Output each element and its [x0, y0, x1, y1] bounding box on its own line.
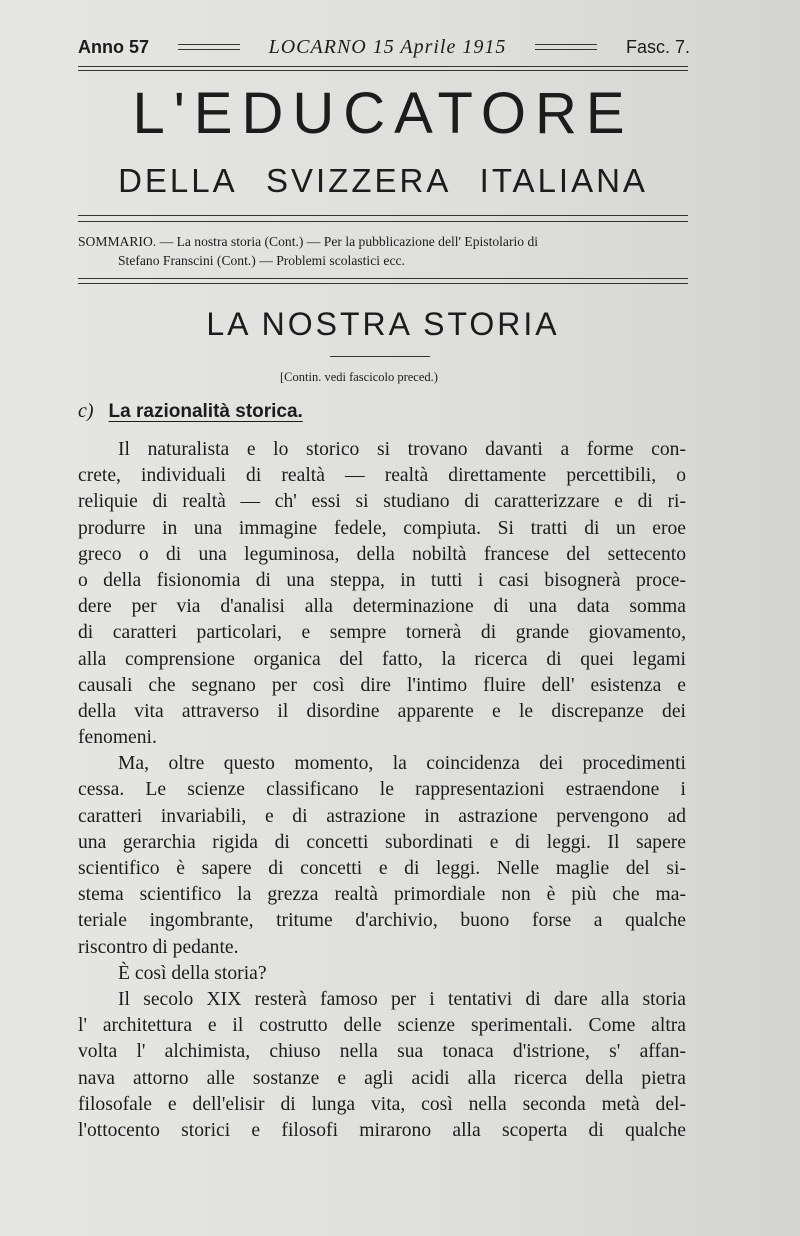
article-title: LA NOSTRA STORIA [206, 306, 560, 342]
body-line: causali che segnano per così dire l'intimo fluire dell' esistenza e [78, 674, 686, 696]
rule-top-2 [78, 70, 688, 71]
body-line: o della fisionomia di una steppa, in tutti i casi bisognerà proce- [78, 569, 686, 591]
body-line: crete, individuali di realtà — realtà direttamente percettibili, o [78, 465, 686, 487]
summary-line-1: SOMMARIO. — La nostra storia (Cont.) — Per la pubblicazione dell' Epistolario di [78, 234, 539, 249]
body-line: nava attorno alle sostanze e agli acidi alla ricerca della pietra [78, 1067, 686, 1089]
body-line: cessa. Le scienze classificano le rappresentazioni estraendone i [78, 779, 686, 801]
body-line: l'ottocento storici e filosofi mirarono alla scoperta di qualche [78, 1119, 686, 1141]
rule-top-1 [78, 66, 688, 67]
body-line: Ma, oltre questo momento, la coincidenza dei procedimenti [118, 753, 686, 775]
body-line: Il secolo XIX resterà famoso per i tentativi di dare alla storia [118, 988, 686, 1010]
title-underline [330, 356, 430, 357]
body-line: filosofale e dell'elisir di lunga vita, così nella seconda metà del- [78, 1093, 686, 1115]
body-line: riscontro di pedante. [78, 936, 239, 958]
body-line: reliquie di realtà — ch' essi si studiano di caratterizzare e di ri- [78, 491, 686, 513]
rule-mid-1 [78, 215, 688, 216]
body-line: stema scientifico la grezza realtà primordiale non è più che ma- [78, 884, 686, 906]
rule-below-summary-2 [78, 283, 688, 284]
body-line: alla comprensione organica del fatto, la ricerca di quei legami [78, 648, 686, 670]
header-divider-left [178, 44, 240, 50]
body-line: l' architettura e il costrutto delle scienze sperimentali. Come altra [78, 1015, 686, 1037]
section-heading [78, 400, 303, 423]
issue-place-date: LOCARNO 15 Aprile 1915 [268, 35, 507, 58]
summary-line-2: Stefano Franscini (Cont.) — Problemi scolastici ecc. [118, 253, 405, 268]
article-body [78, 437, 686, 1144]
issue-number: Fasc. 7. [625, 36, 690, 57]
body-line: di caratteri particolari, e sempre tornerà di grande giovamento, [78, 622, 686, 644]
body-line: una gerarchia rigida di concetti subordinati e di leggi. Il sapere [78, 831, 686, 853]
continuation-note: [Contin. vedi fascicolo preced.) [280, 370, 438, 384]
body-line: della vita attraverso il disordine apparente e le discrepanze dei [78, 700, 686, 722]
masthead-subtitle: DELLA SVIZZERA ITALIANA [118, 162, 648, 199]
body-line: scientifico è sapere di concetti e di leggi. Nelle maglie del si- [78, 858, 686, 879]
body-line: fenomeni. [78, 727, 157, 749]
rule-mid-2 [78, 221, 688, 222]
issue-header [78, 34, 690, 60]
issue-year: Anno 57 [78, 36, 150, 57]
body-line: produrre in una immagine fedele, compiuta. Si tratti di un eroe [78, 517, 686, 539]
masthead-title: L'EDUCATORE [132, 81, 634, 146]
body-line: Il naturalista e lo storico si trovano davanti a forme con- [118, 439, 686, 460]
section-letter: c) [78, 400, 94, 422]
body-line: volta l' alchimista, chiuso nella sua tonaca d'istrione, s' affan- [78, 1041, 686, 1063]
body-line: È così della storia? [118, 962, 267, 984]
summary [78, 232, 688, 270]
body-line: greco o di una leguminosa, della nobiltà francese del settecento [78, 543, 686, 565]
body-line: dere per via d'analisi alla determinazione di una data somma [78, 596, 686, 618]
section-title: La razionalità storica. [108, 401, 303, 422]
header-divider-right [535, 44, 597, 50]
body-line: caratteri invariabili, e di astrazione in astrazione pervengono ad [78, 805, 686, 827]
body-line: teriale ingombrante, tritume d'archivio, buono forse a qualche [78, 910, 686, 932]
rule-below-summary-1 [78, 278, 688, 279]
